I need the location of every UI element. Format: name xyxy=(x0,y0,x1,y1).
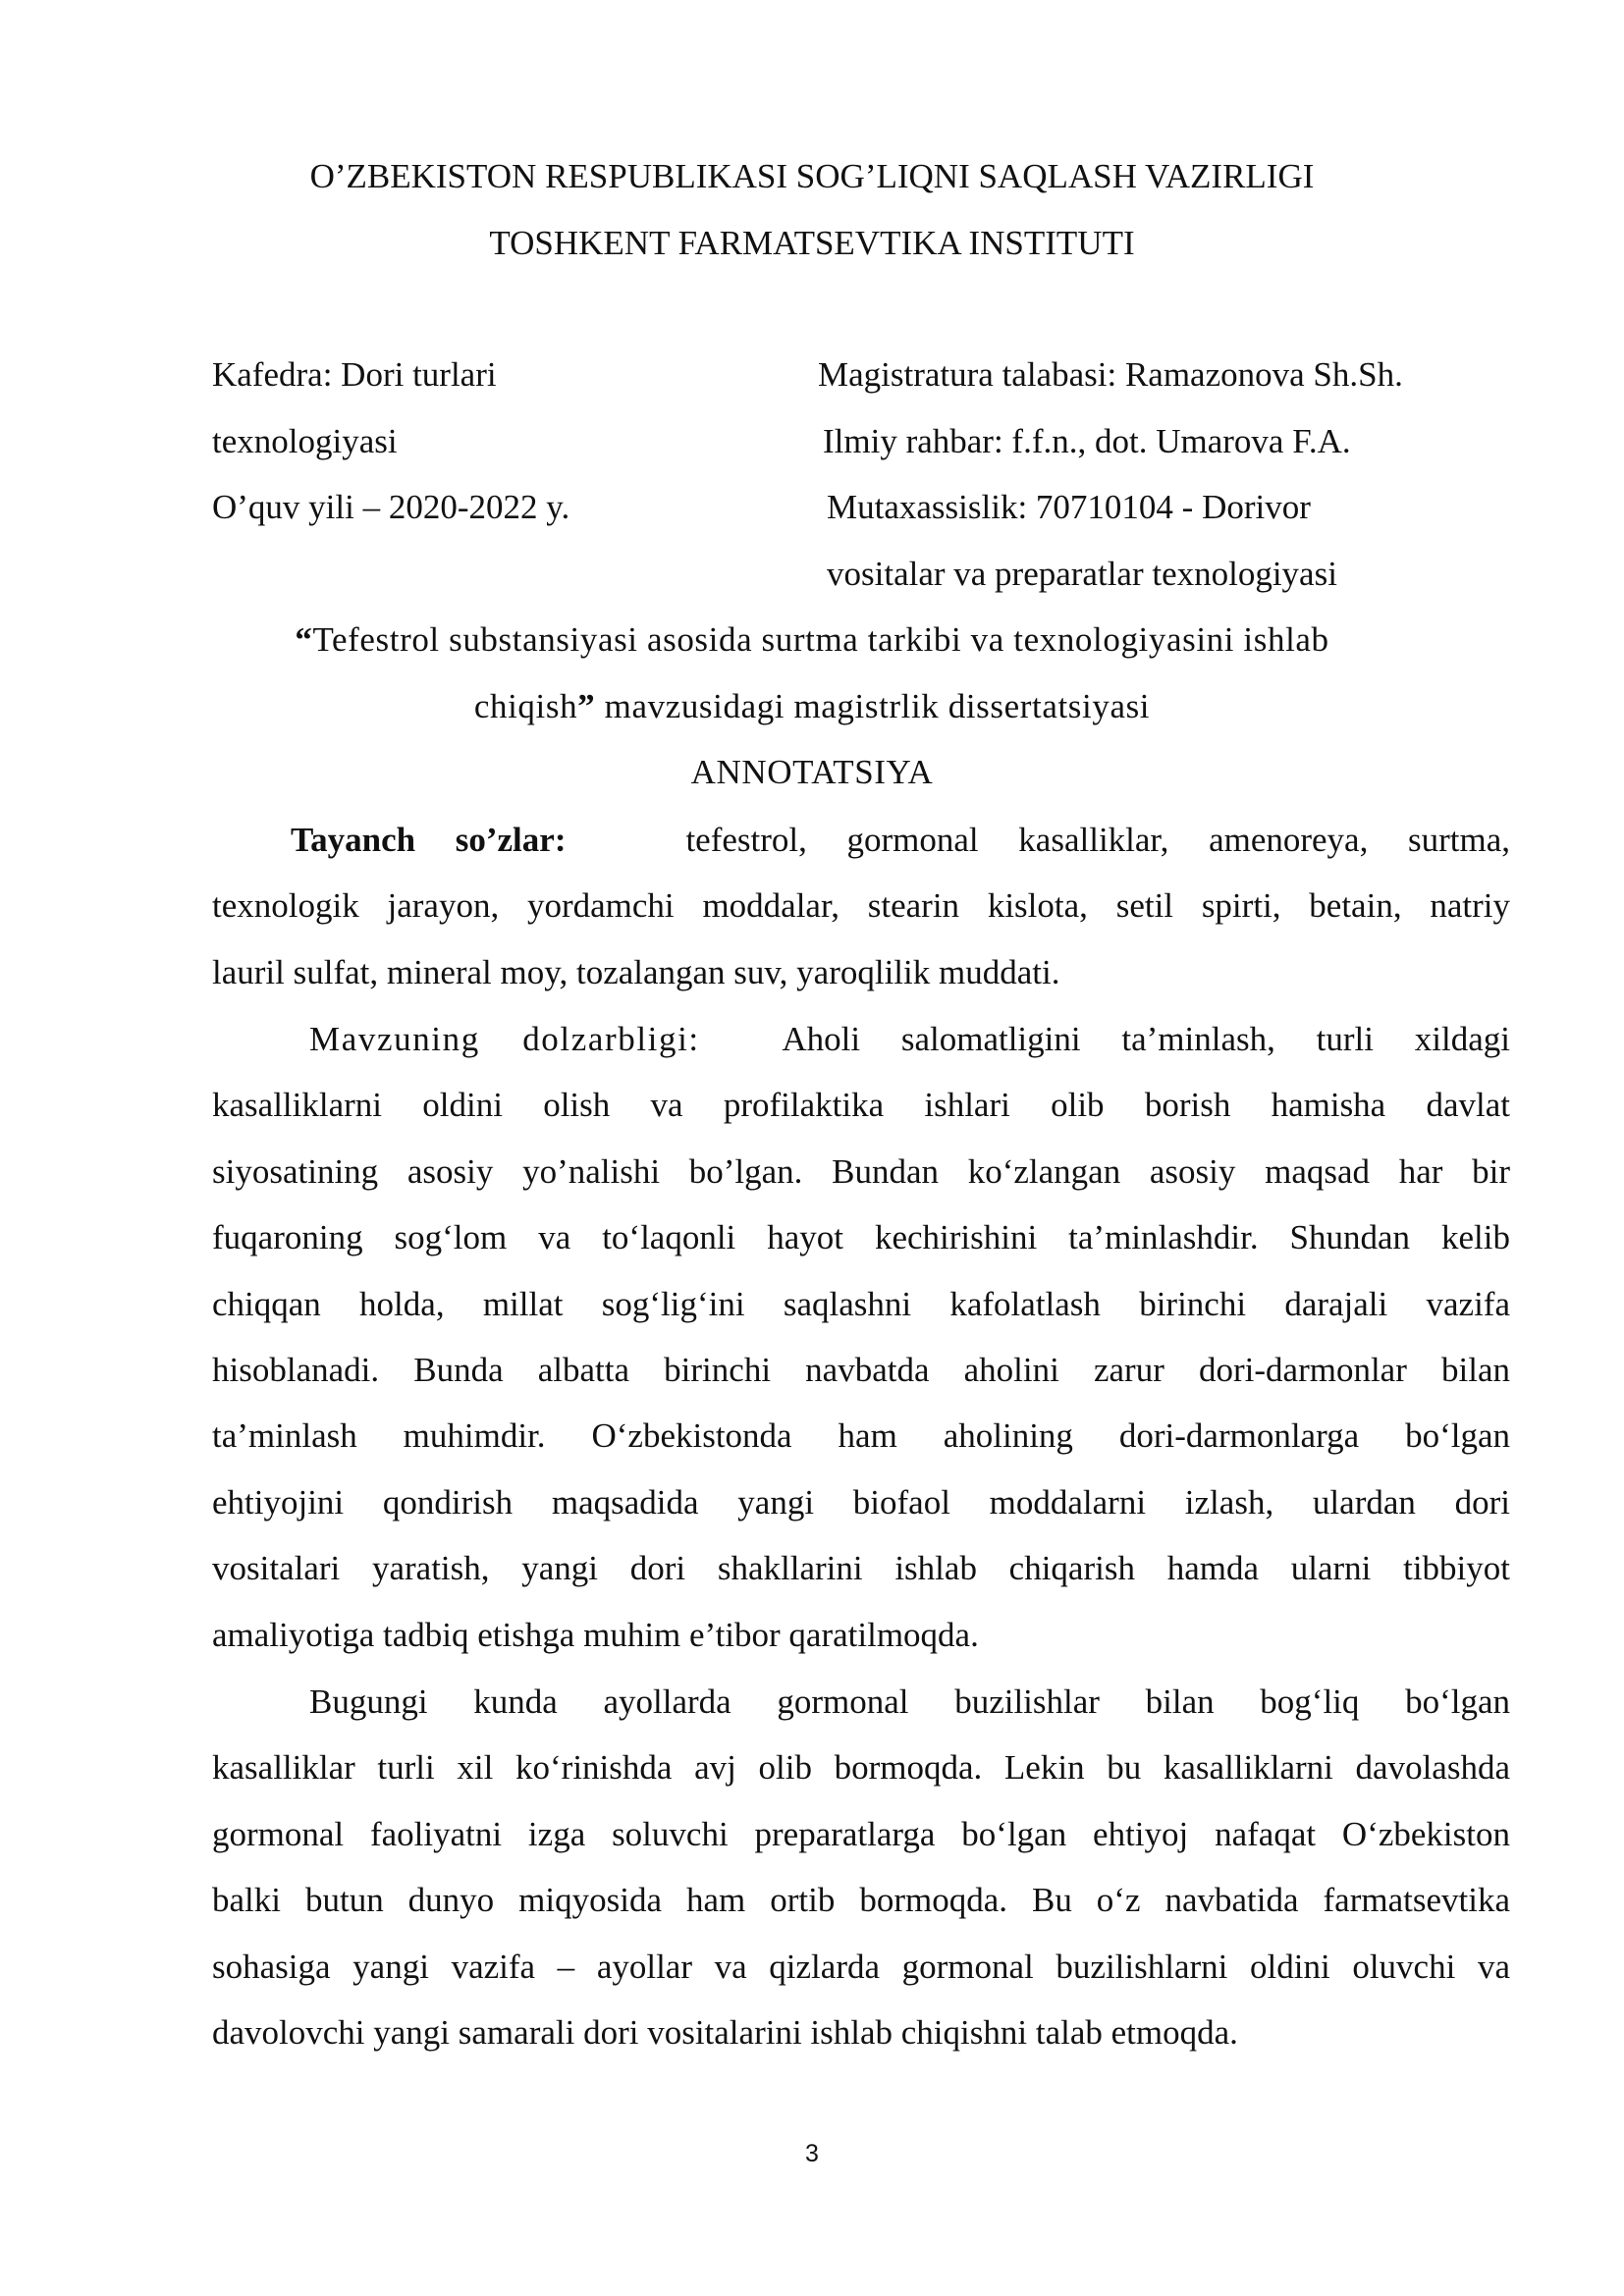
department-label: Kafedra: Dori turlari xyxy=(212,355,497,394)
open-quote: “ xyxy=(295,620,313,659)
keywords-text: tefestrol, gormonal kasalliklar, amenoreya, surtma, xyxy=(685,821,1511,859)
department-label-cont: texnologiyasi xyxy=(212,422,398,460)
close-quote: ” xyxy=(577,687,596,725)
title-text-1: Tefestrol substansiyasi asosida surtma tarkibi va texnologiyasini ishlab xyxy=(312,620,1329,659)
dissertation-title-line2 xyxy=(0,684,1624,728)
keywords-line xyxy=(212,807,1510,873)
page-number: 3 xyxy=(805,2140,819,2167)
keywords-line: texnologik jarayon, yordamchi moddalar, stearin kislota, setil spirti, betain, natriy xyxy=(212,886,1510,926)
demand-line: sohasiga yangi vazifa – ayollar va qizlarda gormonal buzilishlarni oldini oluvchi va xyxy=(212,1947,1510,1986)
dissertation-title-line1 xyxy=(0,617,1624,662)
institute-heading: TOSHKENT FARMATSEVTIKA INSTITUTI xyxy=(489,224,1135,262)
demand-line: kasalliklar turli xil ko‘rinishda avj olib bormoqda. Lekin bu kasalliklarni davolashda xyxy=(212,1748,1510,1788)
demand-line: balki butun dunyo miqyosida ham ortib bormoqda. Bu o‘z navbatida farmatsevtika xyxy=(212,1881,1510,1920)
title-text-2a: chiqish xyxy=(473,687,578,725)
relevance-text: Aholi salomatligini ta’minlash, turli xildagi xyxy=(782,1020,1510,1058)
demand-line: davolovchi yangi samarali dori vositalarini ishlab chiqishni talab etmoqda. xyxy=(212,2012,1238,2052)
relevance-line: hisoblanadi. Bunda albatta birinchi navbatda aholini zarur dori-darmonlar bilan xyxy=(212,1350,1510,1389)
relevance-line xyxy=(212,1006,1510,1072)
relevance-line: vositalari yaratish, yangi dori shakllarini ishlab chiqarish hamda ularni tibbiyot xyxy=(212,1549,1510,1588)
keywords-line: lauril sulfat, mineral moy, tozalangan suv, yaroqlilik muddati. xyxy=(212,952,1060,991)
keywords-paragraph xyxy=(212,807,1510,1005)
ministry-heading: O’ZBEKISTON RESPUBLIKASI SOG’LIQNI SAQLASH VAZIRLIGI xyxy=(309,157,1315,195)
keywords-label: Tayanch so’zlar: xyxy=(291,821,567,859)
relevance-line: chiqqan holda, millat sog‘lig‘ini saqlashni kafolatlash birinchi darajali vazifa xyxy=(212,1284,1510,1323)
relevance-line: ehtiyojini qondirish maqsadida yangi biofaol moddalarni izlash, ulardan dori xyxy=(212,1482,1510,1522)
demand-line: Bugungi kunda ayollarda gormonal buzilishlar bilan bog‘liq bo‘lgan xyxy=(309,1682,1510,1721)
relevance-line: fuqaroning sog‘lom va to‘laqonli hayot kechirishini ta’minlashdir. Shundan kelib xyxy=(212,1218,1510,1257)
demand-line: gormonal faoliyatni izga soluvchi preparatlarga bo‘lgan ehtiyoj nafaqat O‘zbekiston xyxy=(212,1814,1510,1853)
relevance-line: ta’minlash muhimdir. O‘zbekistonda ham aholining dori-darmonlarga bo‘lgan xyxy=(212,1416,1510,1456)
title-text-2b: mavzusidagi magistrlik dissertatsiyasi xyxy=(595,687,1151,725)
annotation-heading: ANNOTATSIYA xyxy=(690,753,934,791)
relevance-line: siyosatining asosiy yo’nalishi bo’lgan. Bundan ko‘zlangan asosiy maqsad har bir xyxy=(212,1151,1510,1191)
specialty: Mutaxassislik: 70710104 - Dorivor xyxy=(827,488,1311,526)
relevance-label: Mavzuning dolzarbligi: xyxy=(309,1020,700,1058)
relevance-paragraph xyxy=(212,1006,1510,1668)
relevance-line: amaliyotiga tadbiq etishga muhim e’tibor qaratilmoqda. xyxy=(212,1615,979,1654)
relevance-line: kasalliklarni oldini olish va profilaktika ishlari olib borish hamisha davlat xyxy=(212,1086,1510,1125)
student-name: Magistratura talabasi: Ramazonova Sh.Sh. xyxy=(818,355,1403,394)
academic-year: O’quv yili – 2020-2022 y. xyxy=(212,488,570,526)
specialty-cont: vositalar va preparatlar texnologiyasi xyxy=(827,555,1337,593)
supervisor-name: Ilmiy rahbar: f.f.n., dot. Umarova F.A. xyxy=(823,422,1351,460)
demand-paragraph xyxy=(212,1669,1510,2065)
